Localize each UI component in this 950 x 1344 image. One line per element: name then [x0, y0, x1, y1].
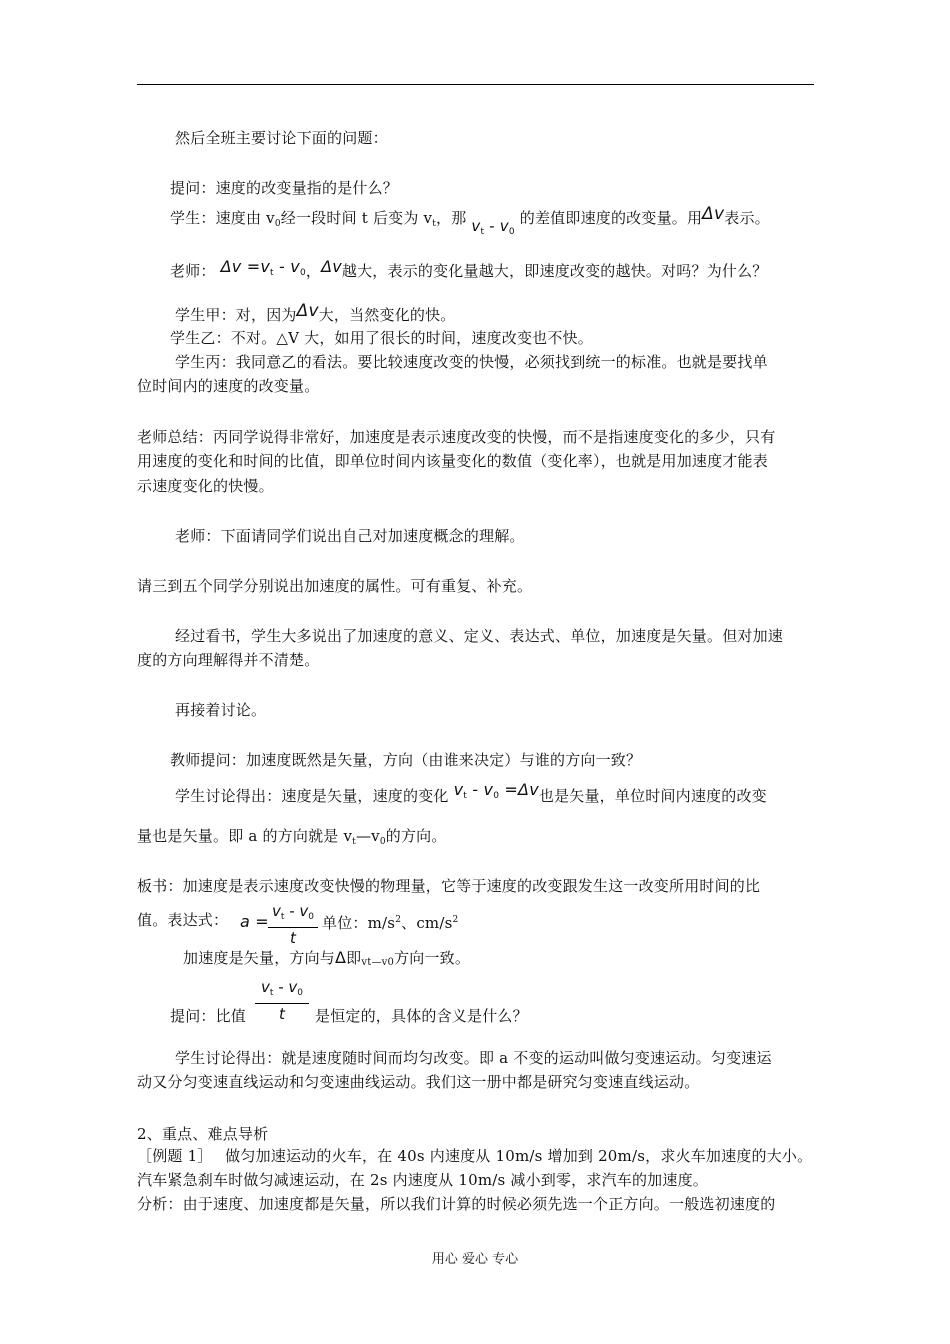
- formula-a-equals: a =: [240, 912, 269, 931]
- unit-line: 单位：$m/s^2$、$cm/s^2$: [322, 914, 459, 932]
- student-discussion-line: 学生讨论得出：速度是矢量，速度的变化 $v_t - v_0 =\Delta v$也是矢量，单位时间内速度的改变: [175, 780, 767, 805]
- formula-acceleration-fraction: $v_t - v_0$ t: [268, 902, 318, 947]
- question-line: 是恒定的，具体的含义是什么？: [315, 1007, 528, 1025]
- formula-vt-minus-v0: $v_t - v_0$: [471, 217, 515, 237]
- para-line: 动又分匀变速直线运动和匀变速曲线运动。我们这一册中都是研究匀变速直线运动。: [137, 1073, 700, 1091]
- para-line: 老师：下面请同学们说出自己对加速度概念的理解。: [175, 527, 525, 545]
- formula-ratio-fraction: $v_t - v_0$ t: [255, 978, 309, 1023]
- analysis-line: 分析：由于速度、加速度都是矢量，所以我们计算的时候必须先选一个正方向。一般选初速度的: [137, 1195, 776, 1213]
- para-line: 位时间内的速度的改变量。: [137, 377, 320, 395]
- para-line: 提问：速度的改变量指的是什么？: [170, 179, 399, 197]
- para-line: 示速度变化的快慢。: [137, 477, 274, 495]
- para-line: 学生讨论得出：就是速度随时间而均匀改变。即 a 不变的运动叫做匀变速运动。匀变速运: [175, 1049, 772, 1067]
- formula-delta-v-equals: $\Delta v =v_t - v_0$: [220, 257, 306, 278]
- direction-line: 加速度是矢量，方向与Δ即vt—v0方向一致。: [183, 948, 471, 968]
- page-footer: 用心 爱心 专心: [431, 1252, 519, 1267]
- formula-delta-v: Δv: [296, 301, 319, 321]
- question-label: 提问：比值: [170, 1007, 247, 1025]
- teacher-summary-line: 老师总结：丙同学说得非常好，加速度是表示速度改变的快慢，而不是指速度变化的多少，只有: [137, 428, 776, 446]
- student-b-line: 学生乙：不对。△V 大，如用了很长的时间，速度改变也不快。: [170, 329, 593, 347]
- formula-vt-minus-v0-equals-delta-v: $v_t - v_0 =\Delta v$: [453, 780, 539, 801]
- para-line: 经过看书，学生大多说出了加速度的意义、定义、表达式、单位，加速度是矢量。但对加速: [175, 627, 784, 645]
- board-line: 板书：加速度是表示速度改变快慢的物理量，它等于速度的改变跟发生这一改变所用时间的比: [137, 877, 761, 895]
- para-line: 然后全班主要讨论下面的问题：: [175, 129, 388, 147]
- para-line: 量也是矢量。即 a 的方向就是 $v_t—v_0$的方向。: [137, 827, 447, 847]
- para-line: 用速度的变化和时间的比值，即单位时间内该量变化的数值（变化率），也就是用加速度才能表: [137, 452, 768, 470]
- expression-label: 值。表达式：: [137, 911, 229, 929]
- example-line: ［例题 1］ 做匀加速运动的火车，在 40s 内速度从 10m/s 增加到 20m/s，求火车加速度的大小。: [137, 1147, 813, 1165]
- formula-delta-v: Δv: [321, 257, 342, 276]
- para-line: 再接着讨论。: [175, 701, 267, 719]
- para-line: 度的方向理解得并不清楚。: [137, 651, 320, 669]
- student-a-line: 学生甲：对，因为Δv大，当然变化的快。: [175, 301, 456, 324]
- teacher-line: 老师： $\Delta v =v_t - v_0$，Δv越大，表示的变化量越大，即速度改变的越快。对吗？为什么？: [170, 257, 768, 280]
- student-answer-line: 学生：速度由 $v_0$经一段时间 t 后变为 $v_t$，那 $v_t - v_0$ 的差值即速度的改变量。用Δv表示。: [170, 204, 770, 237]
- para-line: 请三到五个同学分别说出加速度的属性。可有重复、补充。: [137, 577, 533, 595]
- student-c-line: 学生丙：我同意乙的看法。要比较速度改变的快慢，必须找到统一的标准。也就是要找单: [175, 353, 768, 371]
- header-rule: [137, 84, 814, 85]
- section-heading: 2、重点、难点导析: [137, 1125, 269, 1143]
- para-line: 教师提问：加速度既然是矢量，方向（由谁来决定）与谁的方向一致？: [170, 751, 642, 769]
- example-line: 汽车紧急刹车时做匀减速运动，在 2s 内速度从 10m/s 减小到零，求汽车的加速度。: [137, 1171, 708, 1189]
- formula-delta-v: Δv: [702, 204, 725, 224]
